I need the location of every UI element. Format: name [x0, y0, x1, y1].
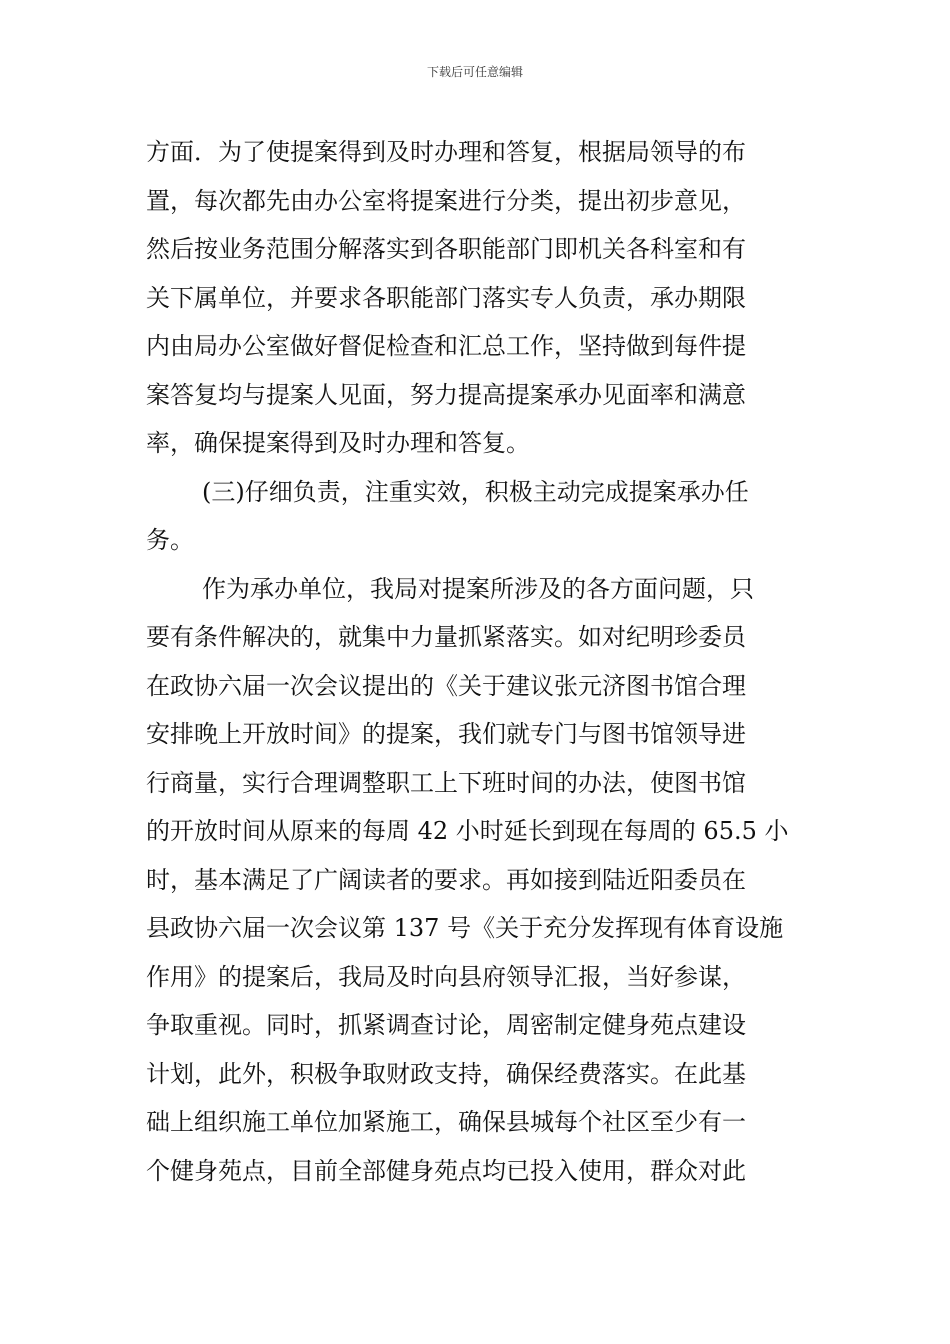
body-line: 的开放时间从原来的每周 42 小时延长到现在每周的 65.5 小 [146, 817, 789, 845]
body-line: 安排晚上开放时间》的提案，我们就专门与图书馆领导进 [146, 720, 746, 748]
body-line: 关下属单位，并要求各职能部门落实专人负责，承办期限 [146, 283, 746, 312]
page-header: 下载后可任意编辑 [426, 65, 523, 79]
section-heading-continued: 务。 [146, 526, 194, 554]
body-line: 置，每次都先由办公室将提案进行分类，提出初步意见， [146, 186, 746, 215]
body-line: 作用》的提案后，我局及时向县府领导汇报，当好参谋， [146, 962, 746, 991]
section-heading: (三)仔细负责，注重实效，积极主动完成提案承办任 [202, 477, 749, 506]
body-line: 案答复均与提案人见面，努力提高提案承办见面率和满意 [146, 380, 746, 409]
document-body [146, 128, 811, 1195]
body-line: 然后按业务范围分解落实到各职能部门即机关各科室和有 [146, 235, 746, 263]
body-line: 计划，此外，积极争取财政支持，确保经费落实。在此基 [146, 1059, 746, 1088]
body-line: 方面．为了使提案得到及时办理和答复，根据局领导的布 [146, 138, 746, 166]
body-line: 行商量，实行合理调整职工上下班时间的办法，使图书馆 [146, 768, 746, 797]
body-line: 在政协六届一次会议提出的《关于建议张元济图书馆合理 [146, 671, 746, 700]
body-line: 争取重视。同时，抓紧调查讨论，周密制定健身苑点建设 [146, 1011, 746, 1039]
body-line: 率，确保提案得到及时办理和答复。 [146, 429, 530, 457]
body-line: 内由局办公室做好督促检查和汇总工作，坚持做到每件提 [146, 332, 746, 360]
body-line: 个健身苑点，目前全部健身苑点均已投入使用，群众对此 [146, 1156, 746, 1185]
body-line: 要有条件解决的，就集中力量抓紧落实。如对纪明珍委员 [146, 623, 746, 651]
paragraph-start: 作为承办单位，我局对提案所涉及的各方面问题，只 [202, 574, 754, 603]
body-line: 础上组织施工单位加紧施工，确保县城每个社区至少有一 [146, 1108, 746, 1136]
body-line: 县政协六届一次会议第 137 号《关于充分发挥现有体育设施 [146, 914, 784, 942]
body-line: 时，基本满足了广阔读者的要求。再如接到陆近阳委员在 [146, 865, 746, 894]
